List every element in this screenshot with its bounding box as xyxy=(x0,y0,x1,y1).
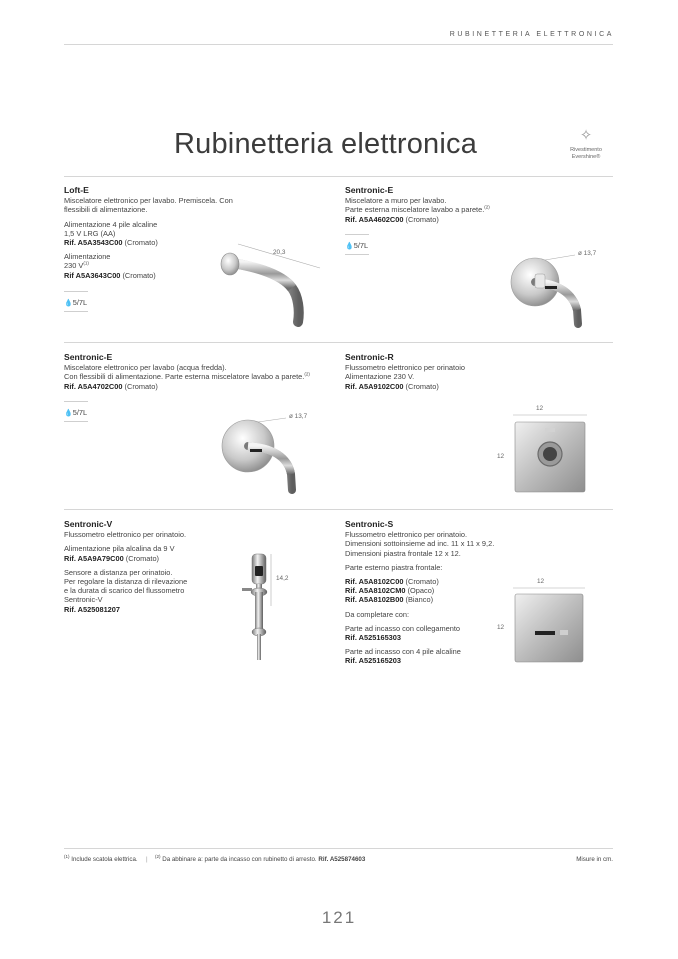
flow-value: 5/7L xyxy=(353,241,369,250)
description-line: Con flessibili di alimentazione. Parte esterna miscelatore lavabo a parete. xyxy=(64,372,305,382)
dimension-width: 12 xyxy=(536,405,544,412)
dimension-height: 14,2 xyxy=(276,575,289,582)
variant-power: Alimentazione 4 pile alcaline xyxy=(64,219,158,229)
flow-rule-bottom xyxy=(64,311,88,312)
reference-code: Rif. A5A8102C00 xyxy=(345,577,404,587)
running-header: RUBINETTERIA ELETTRONICA xyxy=(449,31,614,38)
product-description: Miscelatore elettronico per lavabo. Premiscela. Con flessibili di alimentazione. xyxy=(64,196,233,215)
description-line: Flussometro elettronico per orinatoio. xyxy=(345,530,468,540)
title-rule xyxy=(64,176,613,177)
reference-code: Rif. A5A8102CM0 xyxy=(345,586,406,596)
reference-finish: (Cromato) xyxy=(403,577,439,587)
reference-code: Rif. A5A9A79C00 xyxy=(64,553,124,563)
coating-badge xyxy=(556,128,616,161)
reference-finish: (Bianco) xyxy=(403,595,434,605)
footnote-marker: (2) xyxy=(484,204,490,210)
reference-finish: (Cromato) xyxy=(120,270,156,280)
footnote-marker: (1) xyxy=(64,853,70,859)
footnote-text: Da abbinare a: parte da incasso con rubinetto di arresto. xyxy=(160,856,319,863)
sentronic-e-wall-image xyxy=(505,250,595,330)
footnote-1 xyxy=(64,853,138,863)
product-description xyxy=(345,196,575,224)
reference-finish: (Opaco) xyxy=(405,586,435,596)
footnote-marker: (2) xyxy=(155,853,161,859)
description-line: Per regolare la distanza di rilevazione xyxy=(64,577,188,587)
product-sentronic-e-basin xyxy=(64,353,334,396)
reference-code: Rif. A5A4702C00 xyxy=(64,381,123,391)
description-line: e la durata di scarico del flussometro xyxy=(64,586,185,596)
reference-code: Rif. A525081207 xyxy=(64,604,121,614)
footnote-separator: | xyxy=(146,856,148,863)
water-drop-icon: 💧 xyxy=(64,410,73,417)
description-line: Sentronic-V xyxy=(64,595,103,605)
variant-sensor xyxy=(64,568,264,614)
reference-code: Rif. A5A9102C00 xyxy=(345,381,404,391)
reference-code: Rif. A525874603 xyxy=(318,856,366,863)
dimension-height: 12 xyxy=(497,624,505,631)
dimension-width: 12 xyxy=(537,578,545,585)
units-note: Misure in cm. xyxy=(576,856,613,863)
sentronic-r-image xyxy=(505,404,595,494)
product-sentronic-r xyxy=(345,353,575,396)
flow-rule-bottom xyxy=(64,421,88,422)
product-description: Flussometro elettronico per orinatoio. xyxy=(64,530,187,540)
product-name: Sentronic-E xyxy=(64,352,113,362)
flow-rule-bottom xyxy=(345,254,369,255)
product-sentronic-v xyxy=(64,520,264,619)
footer-rule xyxy=(64,848,613,849)
product-description xyxy=(345,363,575,391)
dimension-height: 12 xyxy=(497,453,505,460)
variant-voltage: 230 V xyxy=(64,261,84,271)
description-line: Parte esterna miscelatore lavabo a parete. xyxy=(345,205,485,215)
footnote-marker: (2) xyxy=(304,371,310,377)
complete-with-label: Da completare con: xyxy=(345,609,410,619)
flow-value: 5/7L xyxy=(72,298,88,307)
coating-line2: Evershine® xyxy=(571,154,601,160)
variant-power: Alimentazione pila alcalina da 9 V xyxy=(64,544,175,554)
footnote-2 xyxy=(155,853,366,863)
description-line: Miscelatore elettronico per lavabo (acqua fredda). xyxy=(64,363,227,373)
reference-code: Rif A5A3643C00 xyxy=(64,270,121,280)
page-number: 121 xyxy=(321,908,357,927)
page-title: Rubinetteria elettronica xyxy=(174,128,478,160)
water-drop-icon: 💧 xyxy=(64,300,73,307)
product-name: Sentronic-V xyxy=(64,519,113,529)
sentronic-v-image xyxy=(238,548,298,663)
reference-code: Rif. A525165203 xyxy=(345,656,402,666)
description-line: Miscelatore a muro per lavabo. xyxy=(345,196,447,206)
flow-rate xyxy=(64,401,88,422)
description-line: Flussometro elettronico per orinatoio xyxy=(345,363,465,373)
flow-rate xyxy=(345,234,369,255)
description-line: Dimensioni piastra frontale 12 x 12. xyxy=(345,548,461,558)
variant-battery-type: 1,5 V LRG (AA) xyxy=(64,228,116,238)
description-line: Alimentazione 230 V. xyxy=(345,372,415,382)
section-rule xyxy=(64,509,613,510)
section-rule xyxy=(64,342,613,343)
product-name: Sentronic-R xyxy=(345,352,394,362)
reference-code: Rif. A5A8102B00 xyxy=(345,595,404,605)
flow-rule-top xyxy=(64,291,88,292)
coating-line1: Rivestimento xyxy=(570,147,602,153)
product-name: Sentronic-E xyxy=(345,185,394,195)
description-line: Parte ad incasso con collegamento xyxy=(345,623,461,633)
flow-rule-top xyxy=(64,401,88,402)
sentronic-s-image xyxy=(505,582,595,667)
reference-code: Rif. A5A4602C00 xyxy=(345,214,404,224)
header-rule xyxy=(64,44,613,45)
product-name: Loft-E xyxy=(64,185,89,195)
reference-code: Rif. A5A3543C00 xyxy=(64,238,123,248)
reference-finish: (Cromato) xyxy=(122,238,158,248)
description-line: Dimensioni sottoinsieme ad inc. 11 x 11 x 9,2. xyxy=(345,539,495,549)
dimension-length: 20,3 xyxy=(273,249,286,256)
reference-finish: (Cromato) xyxy=(403,214,439,224)
reference-code: Rif. A525165303 xyxy=(345,633,402,643)
dimension-diameter: ø 13,7 xyxy=(289,413,308,420)
reference-finish: (Cromato) xyxy=(122,381,158,391)
footnote-marker: (1) xyxy=(83,260,89,266)
plate-label: Parte esterno piastra frontale: xyxy=(345,562,443,572)
flow-rule-top xyxy=(345,234,369,235)
description-line: Sensore a distanza per orinatoio. xyxy=(64,567,173,577)
sentronic-e-basin-image xyxy=(218,410,308,495)
footnote-text: Include scatola elettrica. xyxy=(69,856,138,863)
sparkle-icon: ✧ xyxy=(579,127,593,144)
water-drop-icon: 💧 xyxy=(345,243,354,250)
dimension-diameter: ø 13,7 xyxy=(578,250,597,257)
flow-rate xyxy=(64,291,88,312)
product-sentronic-e-wall xyxy=(345,186,575,229)
reference-finish: (Cromato) xyxy=(123,553,160,563)
variant-power: Alimentazione xyxy=(64,252,111,262)
flow-value: 5/7L xyxy=(72,408,88,417)
reference-finish: (Cromato) xyxy=(403,381,439,391)
product-description xyxy=(64,363,334,391)
variant-battery xyxy=(64,544,264,562)
product-name: Sentronic-S xyxy=(345,519,394,529)
description-line: Parte ad incasso con 4 pile alcaline xyxy=(345,647,461,657)
product-description xyxy=(345,530,545,558)
